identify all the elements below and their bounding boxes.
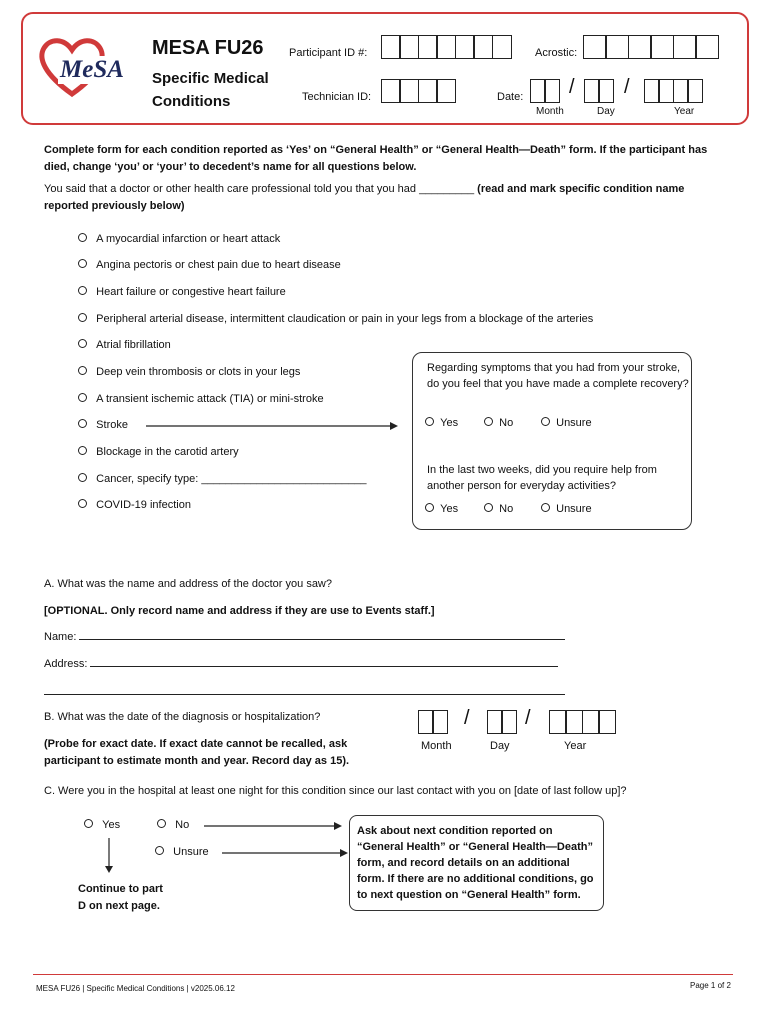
condition-option-dvt[interactable] — [78, 366, 300, 378]
question-a-text: A. What was the name and address of the doctor you saw? — [44, 578, 332, 590]
acrostic-label: Acrostic: — [535, 47, 578, 59]
no-arrow-icon — [204, 820, 344, 832]
condition-prompt-bold: (read and mark specific condition name reported previously below) — [44, 183, 685, 212]
stroke-arrow-icon — [146, 420, 400, 432]
option-label: No — [499, 417, 514, 429]
form-subtitle-line1: Specific Medical — [152, 70, 269, 87]
unsure-arrow-icon — [222, 847, 352, 859]
diagnosis-year-caption: Year — [564, 740, 587, 752]
question-b-probe: (Probe for exact date. If exact date cannot be recalled, ask participant to estimate month and year. Record day as 15). — [44, 738, 350, 767]
diagnosis-month-boxes[interactable] — [419, 710, 448, 734]
date-day-caption: Day — [597, 106, 615, 117]
yes-down-arrow-icon — [103, 838, 115, 874]
radio-circle-icon[interactable] — [484, 503, 493, 512]
name-label: Name: — [44, 631, 80, 643]
recovery-yes-option[interactable] — [425, 417, 458, 429]
condition-option-covid[interactable] — [78, 499, 191, 511]
diagnosis-day-caption: Day — [490, 740, 510, 752]
condition-label: Deep vein thrombosis or clots in your legs — [96, 366, 301, 378]
continue-to-part-d — [78, 881, 163, 915]
doctor-address-field[interactable] — [44, 656, 558, 673]
date-label: Date: — [497, 91, 524, 103]
radio-circle-icon[interactable] — [78, 393, 87, 402]
condition-prompt — [44, 181, 724, 215]
next-condition-instruction: Ask about next condition reported on “General Health” or “General Health—Death” form, and record details on an additional form. If there are no additional conditions, go to next question on “General Health” form. — [357, 825, 594, 901]
address-label: Address: — [44, 658, 91, 670]
condition-label: Peripheral arterial disease, intermittent claudication or pain in your legs from a blockage of the arteries — [96, 313, 594, 325]
date-month-boxes[interactable] — [531, 79, 560, 103]
date-slash-1: / — [569, 76, 575, 98]
condition-label: A transient ischemic attack (TIA) or mini-stroke — [96, 393, 324, 405]
footer-rule — [33, 974, 733, 975]
condition-label: Heart failure or congestive heart failure — [96, 286, 286, 298]
condition-option-stroke[interactable] — [78, 419, 128, 431]
footer-version: MESA FU26 | Specific Medical Conditions | v2025.06.12 — [36, 984, 235, 993]
condition-option-pad[interactable] — [78, 313, 593, 325]
diagnosis-slash-2: / — [525, 707, 531, 729]
help-unsure-option[interactable] — [541, 503, 592, 515]
condition-label: Blockage in the carotid artery — [96, 446, 239, 458]
condition-label: COVID-19 infection — [96, 499, 191, 511]
option-label: Yes — [102, 819, 121, 831]
date-day-boxes[interactable] — [585, 79, 614, 103]
option-label: Unsure — [173, 846, 209, 858]
continue-line2: D on next page. — [78, 900, 160, 912]
condition-option-heart-failure[interactable] — [78, 286, 286, 298]
continue-line1: Continue to part — [78, 883, 163, 895]
condition-option-angina[interactable] — [78, 259, 341, 271]
participant-id-label: Participant ID #: — [289, 47, 368, 59]
option-label: Unsure — [556, 417, 592, 429]
hospital-unsure-option[interactable] — [155, 846, 209, 858]
question-a-optional-note: [OPTIONAL. Only record name and address if they are use to Events staff.] — [44, 605, 435, 617]
diagnosis-year-boxes[interactable] — [550, 710, 616, 734]
condition-option-cancer[interactable] — [78, 473, 367, 485]
radio-circle-icon[interactable] — [425, 503, 434, 512]
option-label: Yes — [440, 417, 459, 429]
radio-circle-icon[interactable] — [78, 366, 87, 375]
option-label: No — [499, 503, 514, 515]
participant-id-boxes[interactable] — [382, 35, 512, 59]
option-label: No — [175, 819, 190, 831]
radio-circle-icon[interactable] — [78, 259, 87, 268]
radio-circle-icon[interactable] — [78, 473, 87, 482]
address-line-2[interactable] — [44, 694, 565, 695]
date-month-caption: Month — [536, 106, 564, 117]
logo-text: MeSA — [60, 56, 124, 83]
radio-circle-icon[interactable] — [78, 313, 87, 322]
address-line[interactable] — [90, 666, 558, 667]
date-year-caption: Year — [674, 106, 695, 117]
name-line[interactable] — [79, 639, 565, 640]
radio-circle-icon[interactable] — [78, 419, 87, 428]
condition-option-carotid[interactable] — [78, 446, 239, 458]
condition-label: Stroke — [96, 419, 128, 431]
condition-label: Angina pectoris or chest pain due to heart disease — [96, 259, 341, 271]
condition-label: Atrial fibrillation — [96, 339, 171, 351]
radio-circle-icon[interactable] — [78, 286, 87, 295]
diagnosis-month-caption: Month — [421, 740, 452, 752]
footer-page-number: Page 1 of 2 — [690, 981, 731, 990]
radio-circle-icon[interactable] — [155, 846, 164, 855]
question-c-text: C. Were you in the hospital at least one night for this condition since our last contact with you on [date of last follow up]? — [44, 785, 627, 797]
help-yes-option[interactable] — [425, 503, 458, 515]
recovery-no-option[interactable] — [484, 417, 513, 429]
condition-label: Cancer, specify type: ___________________________ — [96, 473, 367, 485]
radio-circle-icon[interactable] — [84, 819, 93, 828]
option-label: Yes — [440, 503, 459, 515]
mesa-logo — [34, 34, 138, 98]
help-question: In the last two weeks, did you require help from another person for everyday activities? — [427, 464, 657, 492]
condition-label: A myocardial infarction or heart attack — [96, 233, 281, 245]
radio-circle-icon[interactable] — [541, 417, 550, 426]
radio-circle-icon[interactable] — [78, 446, 87, 455]
question-b-text: B. What was the date of the diagnosis or hospitalization? — [44, 711, 321, 723]
form-subtitle-line2: Conditions — [152, 93, 231, 110]
date-year-boxes[interactable] — [645, 79, 703, 103]
condition-option-tia[interactable] — [78, 393, 324, 405]
radio-circle-icon[interactable] — [78, 233, 87, 242]
instructions-text: Complete form for each condition reported as ‘Yes’ on “General Health” or “General Health—Death” form. If the participant has died, change ‘you’ or ‘your’ to decedent’s name for all questions below. — [44, 144, 708, 173]
condition-option-mi[interactable] — [78, 233, 280, 245]
radio-circle-icon[interactable] — [157, 819, 166, 828]
radio-circle-icon[interactable] — [78, 499, 87, 508]
condition-option-afib[interactable] — [78, 339, 171, 351]
help-no-option[interactable] — [484, 503, 513, 515]
hospital-no-option[interactable] — [157, 819, 189, 831]
hospital-yes-option[interactable] — [84, 819, 120, 831]
form-title: MESA FU26 — [152, 37, 264, 59]
option-label: Unsure — [556, 503, 592, 515]
diagnosis-day-boxes[interactable] — [488, 710, 517, 734]
radio-circle-icon[interactable] — [78, 339, 87, 348]
stroke-recovery-question: Regarding symptoms that you had from your stroke, do you feel that you have made a complete recovery? — [427, 362, 689, 390]
radio-circle-icon[interactable] — [484, 417, 493, 426]
radio-circle-icon[interactable] — [541, 503, 550, 512]
acrostic-boxes[interactable] — [584, 35, 719, 59]
date-slash-2: / — [624, 76, 630, 98]
condition-prompt-start: You said that a doctor or other health care professional told you that you had _________ — [44, 183, 475, 195]
doctor-name-field[interactable] — [44, 629, 565, 646]
technician-id-boxes[interactable] — [382, 79, 456, 103]
radio-circle-icon[interactable] — [425, 417, 434, 426]
recovery-unsure-option[interactable] — [541, 417, 592, 429]
technician-id-label: Technician ID: — [302, 91, 372, 103]
diagnosis-slash-1: / — [464, 707, 470, 729]
